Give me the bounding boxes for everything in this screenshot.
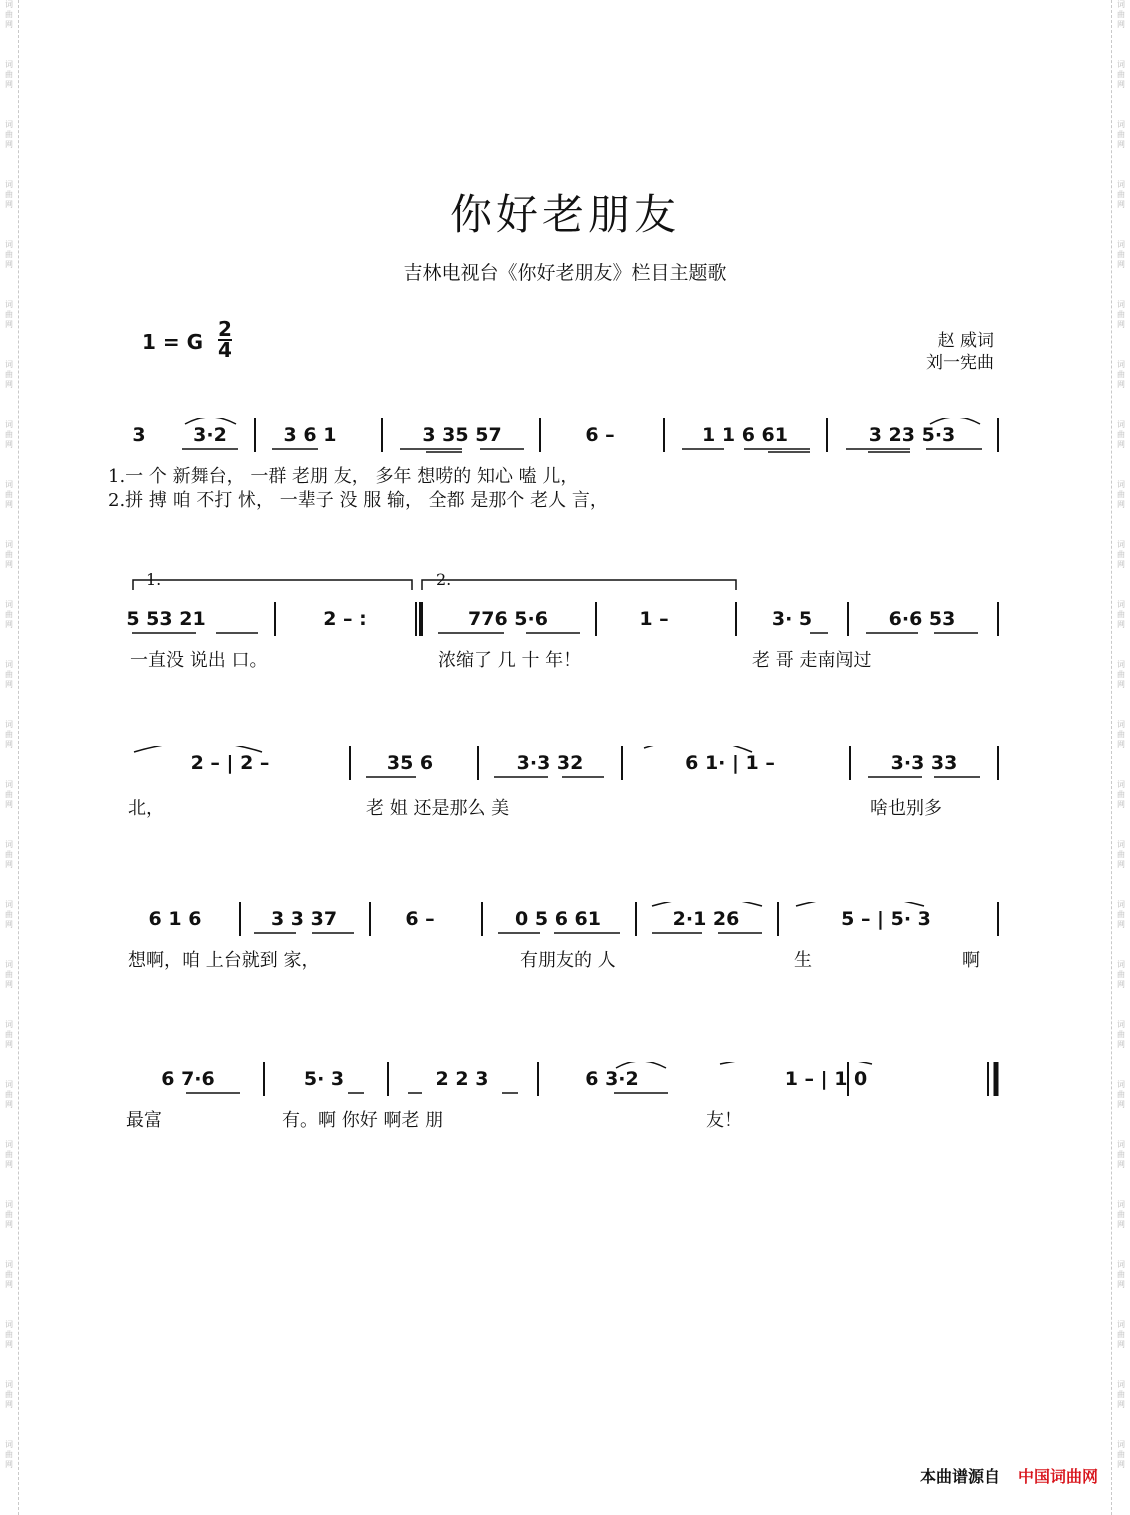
watermark-mark: 词 曲 网: [1117, 900, 1125, 929]
watermark-mark: 词 曲 网: [5, 1260, 13, 1289]
note-group: 6 3·2: [585, 1068, 639, 1090]
barlines-1: [0, 418, 1130, 462]
score-system-4: [0, 902, 1130, 982]
watermark-mark: 词 曲 网: [1117, 60, 1125, 89]
watermark-mark: 词 曲 网: [1117, 1260, 1125, 1289]
watermark-mark: 词 曲 网: [5, 1440, 13, 1469]
second-ending-label: 2.: [436, 570, 452, 589]
watermark-mark: 词 曲 网: [5, 180, 13, 209]
watermark-mark: 词 曲 网: [1117, 660, 1125, 689]
note-group: 1 –: [639, 608, 669, 630]
watermark-mark: 词 曲 网: [5, 780, 13, 809]
lyricist-credit: 赵 威词: [937, 331, 994, 351]
watermark-mark: 词 曲 网: [5, 60, 13, 89]
watermark-mark: 词 曲 网: [1117, 1200, 1125, 1229]
footer-site-link[interactable]: 中国词曲网: [1017, 1467, 1098, 1486]
watermark-mark: 词 曲 网: [5, 1380, 13, 1409]
song-title: 你好老朋友: [449, 190, 680, 239]
watermark-mark: 词 曲 网: [1117, 1140, 1125, 1169]
note-group: 5 53 21: [126, 608, 206, 630]
meter-bottom: 4: [218, 338, 232, 362]
watermark-mark: 词 曲 网: [1117, 1320, 1125, 1349]
lyrics-line: 友！: [706, 1110, 742, 1131]
watermark-mark: 词 曲 网: [5, 480, 13, 509]
note-group: 6·6 53: [888, 608, 956, 630]
notes-row-4: [0, 902, 1130, 946]
watermark-mark: 词 曲 网: [1117, 480, 1125, 509]
note-group: 0 5 6 61: [515, 908, 601, 930]
watermark-mark: 词 曲 网: [1117, 0, 1125, 29]
note-group: 3: [132, 424, 146, 446]
lyrics-line: 北，: [128, 798, 164, 819]
note-group: 6 –: [585, 424, 615, 446]
watermark-mark: 词 曲 网: [1117, 240, 1125, 269]
notes-row-1: [0, 418, 1130, 462]
note-group: 6 1· | 1 –: [685, 752, 775, 774]
source-footer: [920, 1464, 1098, 1487]
watermark-mark: 词 曲 网: [5, 1320, 13, 1349]
watermark-mark: 词 曲 网: [1117, 600, 1125, 629]
note-group: 5· 3: [303, 1068, 345, 1090]
watermark-mark: 词 曲 网: [5, 0, 13, 29]
note-group: 6 7·6: [161, 1068, 215, 1090]
note-group: 6 1 6: [148, 908, 202, 930]
watermark-mark: 词 曲 网: [5, 1080, 13, 1109]
lyrics-verse-1: 1.一 个 新舞台， 一群 老朋 友， 多年 想唠的 知心 嗑 儿，: [108, 466, 579, 487]
note-group: 1 – | 1 0: [784, 1068, 868, 1090]
note-group: 3· 5: [771, 608, 813, 630]
score-system-5: [0, 1062, 1130, 1142]
watermark-mark: 词 曲 网: [1117, 1080, 1125, 1109]
watermark-mark: 词 曲 网: [1117, 840, 1125, 869]
watermark-mark: 词 曲 网: [1117, 360, 1125, 389]
note-group: 5 – | 5· 3: [841, 908, 931, 930]
time-signature: [218, 317, 232, 362]
notes-row-2: [0, 602, 1130, 646]
lyrics-line: 老 哥 走南闯过: [752, 650, 872, 671]
watermark-mark: 词 曲 网: [5, 540, 13, 569]
watermark-mark: 词 曲 网: [1117, 180, 1125, 209]
lyrics-line: 最富: [126, 1110, 162, 1131]
watermark-mark: 词 曲 网: [1117, 420, 1125, 449]
watermark-mark: 词 曲 网: [1117, 960, 1125, 989]
score-system-2: [0, 572, 1130, 672]
watermark-mark: 词 曲 网: [5, 1020, 13, 1049]
watermark-mark: 词 曲 网: [5, 240, 13, 269]
lyrics-line: 老 姐 还是那么 美: [366, 798, 510, 819]
lyrics-line: 啊: [962, 950, 980, 971]
watermark-mark: 词 曲 网: [5, 420, 13, 449]
lyrics-line: 生: [794, 950, 812, 971]
watermark-mark: 词 曲 网: [1117, 720, 1125, 749]
notes-row-5: [0, 1062, 1130, 1106]
lyrics-line: 有。啊 你好 啊老 朋: [282, 1110, 444, 1131]
composer-credit: 刘一宪曲: [926, 353, 994, 373]
watermark-mark: 词 曲 网: [1117, 1020, 1125, 1049]
watermark-mark: 词 曲 网: [5, 900, 13, 929]
note-group: 2 – :: [323, 608, 367, 630]
watermark-mark: 词 曲 网: [5, 300, 13, 329]
lyrics-verse-2: 2.拼 搏 咱 不打 怵， 一辈子 没 服 输， 全都 是那个 老人 言，: [108, 490, 608, 511]
note-group: 2 2 3: [435, 1068, 489, 1090]
note-group: 3·3 33: [890, 752, 958, 774]
note-group: 2 – | 2 –: [190, 752, 270, 774]
watermark-mark: 词 曲 网: [1117, 540, 1125, 569]
watermark-mark: 词 曲 网: [5, 360, 13, 389]
note-group: 3 23 5·3: [868, 424, 956, 446]
watermark-mark: 词 曲 网: [5, 660, 13, 689]
lyrics-line: 想啊，咱 上台就到 家，: [128, 950, 320, 971]
lyrics-line: 啥也别多: [870, 798, 942, 819]
watermark-mark: 词 曲 网: [5, 600, 13, 629]
watermark-mark: 词 曲 网: [1117, 1440, 1125, 1469]
note-group: 3 6 1: [283, 424, 337, 446]
note-group: 3 3 37: [270, 908, 338, 930]
lyrics-line: 一直没 说出 口。: [130, 650, 268, 671]
watermark-mark: 词 曲 网: [5, 840, 13, 869]
watermark-mark: 词 曲 网: [5, 120, 13, 149]
note-group: 3·3 32: [516, 752, 584, 774]
note-group: 6 –: [405, 908, 435, 930]
score-system-3: [0, 746, 1130, 826]
score-system-1: [0, 418, 1130, 518]
note-group: 1 1 6 61: [702, 424, 788, 446]
watermark-mark: 词 曲 网: [5, 1200, 13, 1229]
watermark-mark: 词 曲 网: [5, 720, 13, 749]
note-group: 3 35 57: [422, 424, 502, 446]
watermark-mark: 词 曲 网: [1117, 120, 1125, 149]
first-ending-label: 1.: [146, 570, 162, 589]
notes-row-3: [0, 746, 1130, 790]
note-group: 2·1 26: [672, 908, 740, 930]
lyrics-line: 有朋友的 人: [520, 950, 616, 971]
note-group: 776 5·6: [468, 608, 548, 630]
lyrics-line: 浓缩了 几 十 年！: [438, 650, 582, 671]
watermark-mark: 词 曲 网: [1117, 780, 1125, 809]
credits: [926, 330, 994, 374]
meter-top: 2: [218, 317, 232, 341]
footer-prefix: 本曲谱源自: [919, 1467, 1000, 1486]
watermark-mark: 词 曲 网: [1117, 300, 1125, 329]
note-group: 3·2: [193, 424, 227, 446]
watermark-mark: 词 曲 网: [5, 1140, 13, 1169]
song-subtitle: 吉林电视台《你好老朋友》栏目主题歌: [403, 262, 727, 284]
note-group: 35 6: [386, 752, 434, 774]
watermark-mark: 词 曲 网: [1117, 1380, 1125, 1409]
key-signature: 1 = G: [142, 330, 204, 354]
volta-brackets: [0, 572, 1130, 602]
watermark-mark: 词 曲 网: [5, 960, 13, 989]
